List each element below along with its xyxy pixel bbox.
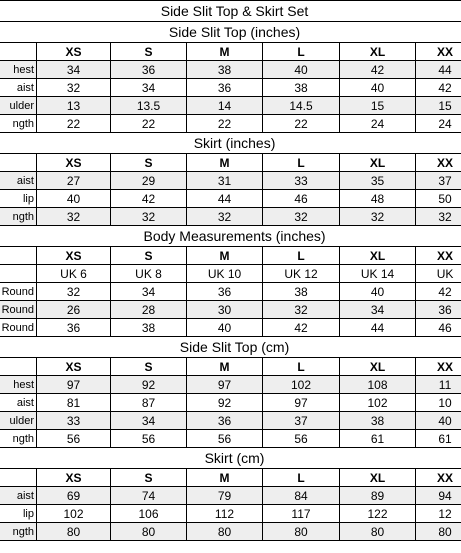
measurement-cell: 33 [37,412,111,430]
measurement-cell: 92 [187,394,263,412]
measurement-cell: 94 [416,487,461,505]
row-label: Round [0,283,37,301]
row-label: lip [0,190,37,208]
measurement-cell: 38 [187,61,263,79]
measurement-cell: 32 [263,301,340,319]
size-header: XS [37,469,111,487]
size-header: M [187,358,263,376]
size-header: XX [416,43,461,61]
size-header: L [263,247,340,265]
measurement-cell: 32 [187,208,263,226]
measurement-cell: 22 [37,115,111,133]
measurement-cell: 61 [340,430,416,448]
measurement-cell: 32 [111,208,187,226]
measurement-cell: 74 [111,487,187,505]
size-header: M [187,247,263,265]
row-label: Round [0,301,37,319]
measurement-cell: 40 [340,283,416,301]
measurement-cell: 81 [37,394,111,412]
size-header-row [0,469,461,487]
measurement-cell: 38 [263,283,340,301]
measurement-row [0,487,461,505]
section-heading: Skirt (cm) [0,448,461,469]
row-label: Round [0,319,37,337]
section-heading: Side Slit Top (inches) [0,22,461,43]
measurement-cell: 69 [37,487,111,505]
uk-size-cell: UK 14 [340,265,416,283]
measurement-cell: 12 [416,505,461,523]
measurement-cell: 32 [37,208,111,226]
measurement-cell: 61 [416,430,461,448]
measurement-cell: 108 [340,376,416,394]
size-header-row [0,154,461,172]
measurement-cell: 42 [416,283,461,301]
measurement-cell: 80 [340,523,416,541]
measurement-cell: 34 [37,61,111,79]
measurement-cell: 34 [111,412,187,430]
uk-size-cell: UK 10 [187,265,263,283]
measurement-cell: 79 [187,487,263,505]
measurement-cell: 122 [340,505,416,523]
section-heading-row [0,133,461,154]
measurement-cell: 32 [340,208,416,226]
measurement-cell: 40 [187,319,263,337]
measurement-cell: 117 [263,505,340,523]
measurement-cell: 37 [416,172,461,190]
measurement-cell: 42 [263,319,340,337]
measurement-cell: 38 [263,79,340,97]
measurement-cell: 40 [340,79,416,97]
measurement-cell: 46 [416,319,461,337]
row-label [0,265,37,283]
measurement-cell: 50 [416,190,461,208]
measurement-cell: 32 [416,208,461,226]
row-label: aist [0,79,37,97]
size-header: XL [340,247,416,265]
measurement-cell: 46 [263,190,340,208]
size-header-blank [0,469,37,487]
row-label: ngth [0,523,37,541]
measurement-cell: 36 [187,79,263,97]
section-heading: Skirt (inches) [0,133,461,154]
measurement-row [0,301,461,319]
size-header: XX [416,154,461,172]
size-header: S [111,154,187,172]
measurement-cell: 87 [111,394,187,412]
size-header: L [263,43,340,61]
measurement-cell: 42 [416,79,461,97]
size-header: XL [340,154,416,172]
size-header: L [263,154,340,172]
size-header: S [111,358,187,376]
size-header: M [187,154,263,172]
measurement-row [0,115,461,133]
measurement-cell: 26 [37,301,111,319]
uk-size-cell: UK 8 [111,265,187,283]
size-header: S [111,43,187,61]
measurement-cell: 36 [37,319,111,337]
measurement-cell: 22 [263,115,340,133]
measurement-cell: 102 [263,376,340,394]
size-header: M [187,43,263,61]
measurement-cell: 32 [37,79,111,97]
row-label: aist [0,487,37,505]
measurement-cell: 29 [111,172,187,190]
row-label: ngth [0,115,37,133]
size-header-blank [0,247,37,265]
section-heading-row [0,337,461,358]
row-label: ulder [0,412,37,430]
measurement-cell: 24 [340,115,416,133]
measurement-row [0,394,461,412]
size-header: XS [37,358,111,376]
size-header: S [111,247,187,265]
measurement-cell: 22 [111,115,187,133]
size-header: XX [416,247,461,265]
measurement-cell: 13 [37,97,111,115]
measurement-cell: 56 [263,430,340,448]
uk-size-cell: UK 12 [263,265,340,283]
size-header: S [111,469,187,487]
measurement-cell: 80 [111,523,187,541]
size-header: XS [37,247,111,265]
measurement-cell: 30 [187,301,263,319]
measurement-cell: 14.5 [263,97,340,115]
size-header-row [0,247,461,265]
measurement-cell: 80 [416,523,461,541]
measurement-cell: 34 [111,283,187,301]
row-label: ulder [0,97,37,115]
size-header: L [263,469,340,487]
measurement-cell: 13.5 [111,97,187,115]
measurement-cell: 34 [111,79,187,97]
measurement-cell: 48 [340,190,416,208]
size-header-row [0,43,461,61]
measurement-cell: 80 [187,523,263,541]
measurement-cell: 102 [340,394,416,412]
measurement-cell: 44 [340,319,416,337]
size-header: L [263,358,340,376]
measurement-cell: 15 [340,97,416,115]
measurement-row [0,376,461,394]
measurement-cell: 89 [340,487,416,505]
measurement-cell: 97 [187,376,263,394]
chart-title: Side Slit Top & Skirt Set [0,1,461,22]
measurement-cell: 36 [187,283,263,301]
row-label: hest [0,376,37,394]
row-label: ngth [0,208,37,226]
measurement-cell: 40 [37,190,111,208]
measurement-cell: 40 [263,61,340,79]
size-header: XL [340,469,416,487]
section-heading-row [0,448,461,469]
title-row [0,1,461,22]
size-header-blank [0,358,37,376]
measurement-row [0,505,461,523]
measurement-cell: 28 [111,301,187,319]
measurement-cell: 56 [111,430,187,448]
measurement-cell: 38 [340,412,416,430]
measurement-cell: 34 [340,301,416,319]
section-heading: Side Slit Top (cm) [0,337,461,358]
measurement-cell: 36 [111,61,187,79]
size-header: XX [416,358,461,376]
size-header: XL [340,43,416,61]
measurement-cell: 44 [416,61,461,79]
measurement-cell: 10 [416,394,461,412]
uk-size-cell: UK 6 [37,265,111,283]
size-header: XS [37,43,111,61]
measurement-cell: 56 [37,430,111,448]
measurement-cell: 32 [37,283,111,301]
measurement-cell: 80 [263,523,340,541]
size-header: XS [37,154,111,172]
row-label: ngth [0,430,37,448]
section-heading-row [0,226,461,247]
size-header-blank [0,154,37,172]
measurement-row [0,523,461,541]
measurement-cell: 42 [111,190,187,208]
measurement-cell: 32 [263,208,340,226]
measurement-cell: 22 [187,115,263,133]
uk-size-cell: UK [416,265,461,283]
measurement-cell: 84 [263,487,340,505]
measurement-cell: 24 [416,115,461,133]
measurement-row [0,61,461,79]
measurement-row [0,208,461,226]
measurement-row [0,97,461,115]
measurement-cell: 14 [187,97,263,115]
measurement-cell: 31 [187,172,263,190]
size-header: XL [340,358,416,376]
measurement-row [0,190,461,208]
measurement-cell: 102 [37,505,111,523]
measurement-cell: 27 [37,172,111,190]
section-heading-row [0,22,461,43]
measurement-row [0,172,461,190]
measurement-cell: 33 [263,172,340,190]
size-header: XX [416,469,461,487]
row-label: aist [0,394,37,412]
section-heading: Body Measurements (inches) [0,226,461,247]
measurement-cell: 11 [416,376,461,394]
measurement-cell: 80 [37,523,111,541]
measurement-cell: 38 [111,319,187,337]
measurement-cell: 112 [187,505,263,523]
measurement-cell: 35 [340,172,416,190]
measurement-cell: 42 [340,61,416,79]
measurement-row [0,412,461,430]
size-header-blank [0,43,37,61]
measurement-cell: 36 [187,412,263,430]
measurement-cell: 44 [187,190,263,208]
measurement-cell: 92 [111,376,187,394]
row-label: lip [0,505,37,523]
measurement-row [0,319,461,337]
row-label: aist [0,172,37,190]
measurement-cell: 97 [37,376,111,394]
measurement-cell: 15 [416,97,461,115]
measurement-row [0,430,461,448]
measurement-cell: 97 [263,394,340,412]
measurement-cell: 36 [416,301,461,319]
measurement-cell: 40 [416,412,461,430]
size-header-row [0,358,461,376]
measurement-cell: 106 [111,505,187,523]
size-header: M [187,469,263,487]
measurement-row [0,79,461,97]
row-label: hest [0,61,37,79]
measurement-cell: 56 [187,430,263,448]
uk-size-row [0,265,461,283]
measurement-cell: 37 [263,412,340,430]
measurement-row [0,283,461,301]
